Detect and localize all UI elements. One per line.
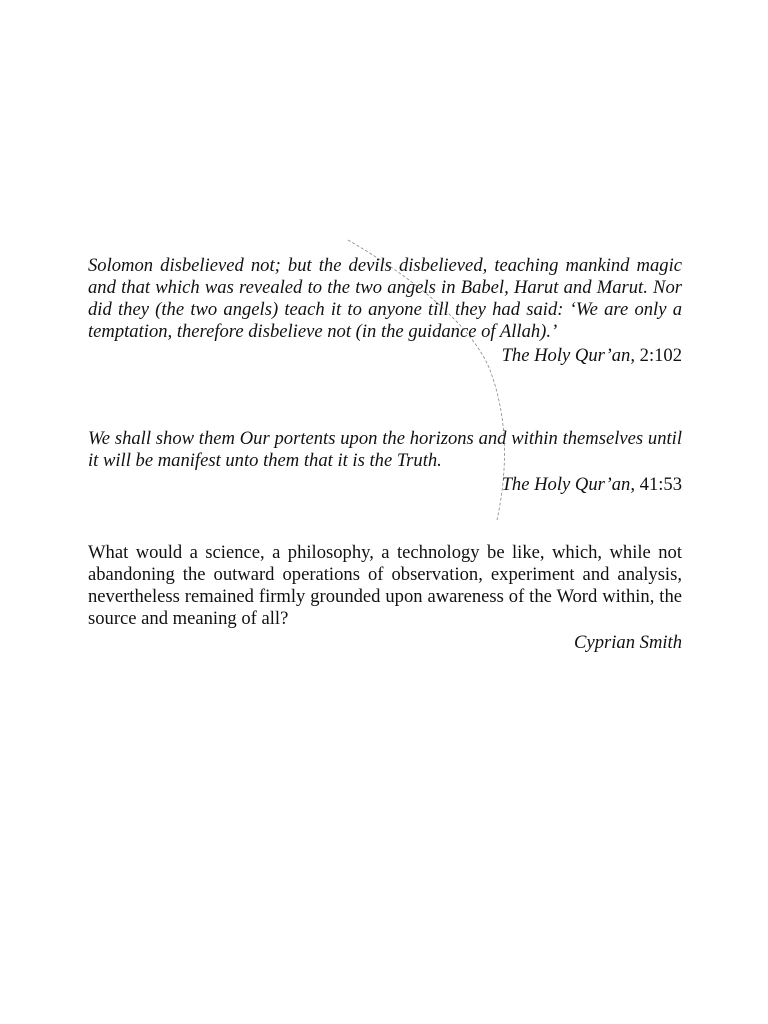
attribution-source: The Holy Qur’an, — [501, 345, 635, 366]
attribution-source: Cyprian Smith — [574, 632, 682, 653]
epigraph-cyprian-smith — [88, 542, 682, 654]
attribution-source: The Holy Qur’an, — [501, 474, 635, 495]
epigraph-attribution — [88, 345, 682, 367]
attribution-reference: 41:53 — [639, 474, 682, 495]
epigraph-quote: What would a science, a philosophy, a technology be like, which, while not abandoning the outward operations of observation, experiment and analysis, nevertheless remained firmly grounded upon awareness of the Word within, the source and meaning of all? — [88, 542, 682, 629]
epigraph-quran-2-102 — [88, 255, 682, 367]
epigraph-attribution — [88, 632, 682, 654]
epigraph-quote: We shall show them Our portents upon the horizons and within themselves until it will be manifest unto them that it is the Truth. — [88, 428, 682, 471]
epigraph-quote: Solomon disbelieved not; but the devils disbelieved, teaching mankind magic and that which was revealed to the two angels in Babel, Harut and Marut. Nor did they (the two angels) teach it to anyone till they had said: ‘We are only a temptation, therefore disbelieve not (in the guidance of Allah).’ — [88, 255, 682, 342]
epigraph-quran-41-53 — [88, 428, 682, 496]
attribution-reference: 2:102 — [639, 345, 682, 366]
epigraph-attribution — [88, 474, 682, 496]
